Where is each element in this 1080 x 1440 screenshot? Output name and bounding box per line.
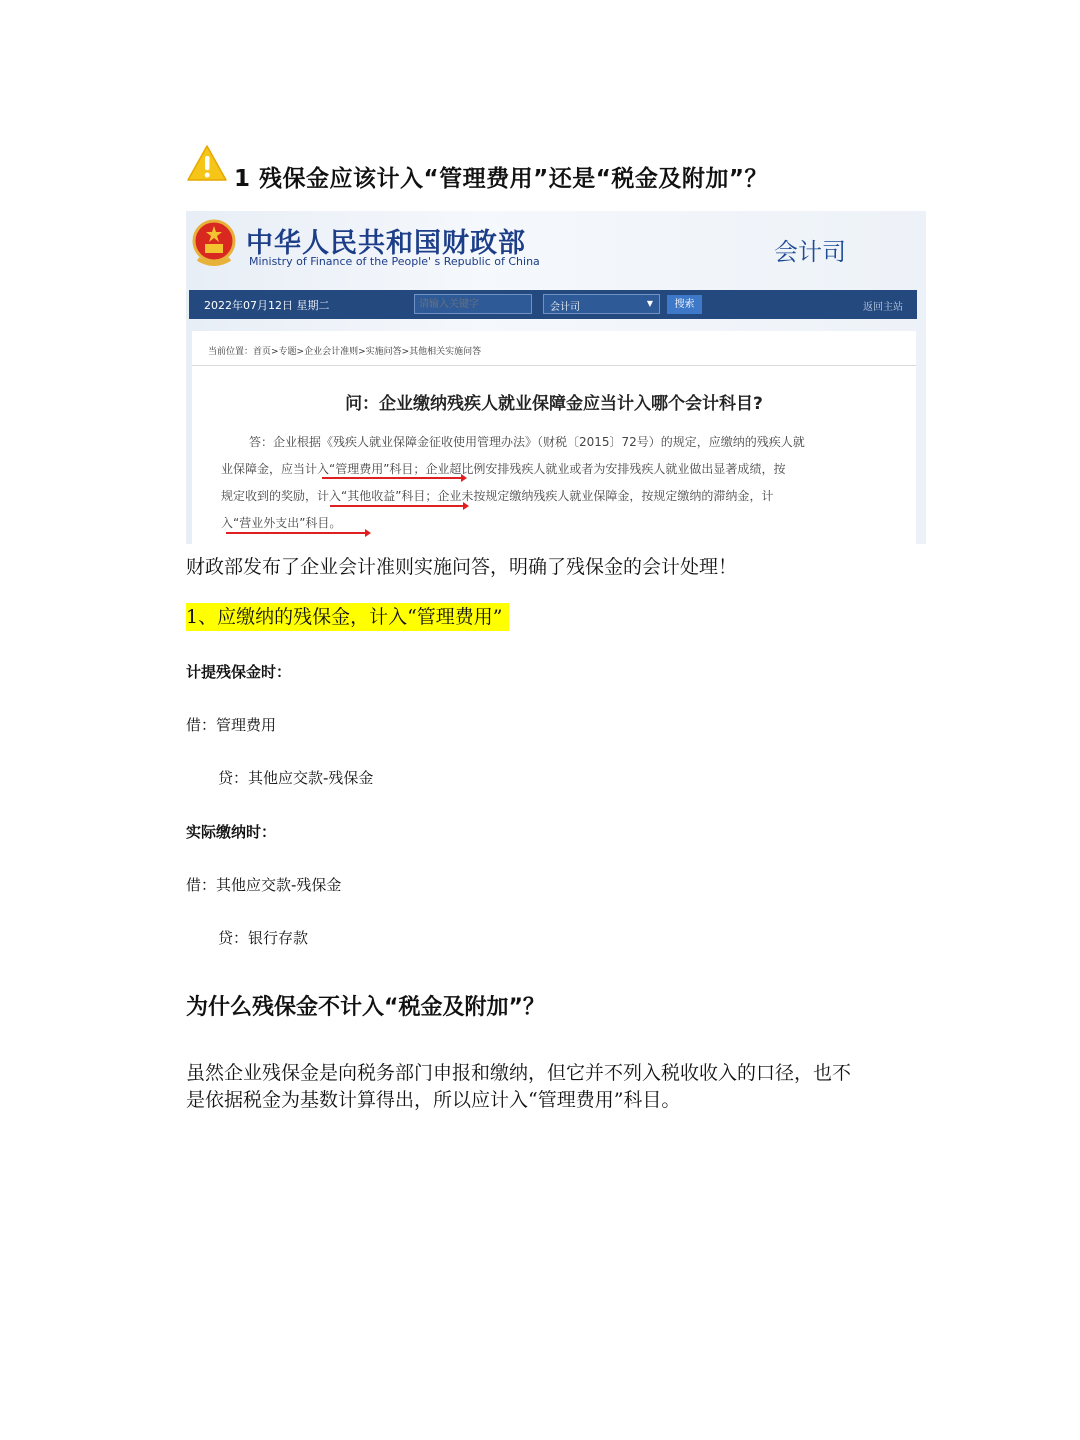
chevron-down-icon: ▼ bbox=[646, 299, 653, 308]
payment-heading: 实际缴纳时： bbox=[186, 823, 277, 841]
department-select-value: 会计司 bbox=[550, 302, 580, 313]
question-title: 问：企业缴纳残疾人就业保障金应当计入哪个会计科目? bbox=[345, 394, 763, 414]
mof-screenshot bbox=[186, 211, 926, 544]
red-underline-arrow bbox=[322, 477, 462, 479]
answer-line-4: 入“营业外支出”科目。 bbox=[221, 516, 342, 530]
payment-debit: 借：其他应交款-残保金 bbox=[186, 876, 342, 894]
red-underline-arrow bbox=[330, 505, 464, 507]
warning-icon bbox=[186, 144, 228, 184]
red-underline-arrow bbox=[226, 532, 366, 534]
national-emblem-icon bbox=[192, 219, 236, 267]
intro-paragraph: 财政部发布了企业会计准则实施问答，明确了残保金的会计处理！ bbox=[186, 556, 738, 578]
payment-credit: 贷：银行存款 bbox=[218, 929, 309, 947]
title-row bbox=[186, 140, 946, 200]
answer-line-3: 规定收到的奖励，计入“其他收益”科目；企业未按规定缴纳残疾人就业保障金，按规定缴纳的滞纳金，计 bbox=[221, 489, 774, 503]
ministry-name-cn: 中华人民共和国财政部 bbox=[246, 228, 526, 259]
accrual-credit: 贷：其他应交款-残保金 bbox=[218, 769, 374, 787]
search-button[interactable]: 搜索 bbox=[667, 295, 702, 314]
highlighted-heading: 1、应缴纳的残保金，计入“管理费用” bbox=[186, 603, 509, 631]
article-panel bbox=[192, 331, 916, 544]
search-input[interactable] bbox=[414, 294, 532, 314]
department-name: 会计司 bbox=[774, 238, 846, 266]
ministry-name-en: Ministry of Finance of the People' s Republic of China bbox=[249, 255, 540, 268]
page-title: 1 残保金应该计入“管理费用”还是“税金及附加”？ bbox=[234, 166, 768, 192]
answer-line-1: 答：企业根据《残疾人就业保障金征收使用管理办法》（财税〔2015〕72号）的规定，应缴纳的残疾人就 bbox=[249, 435, 805, 449]
nav-bar bbox=[189, 290, 917, 319]
department-select[interactable] bbox=[543, 294, 660, 314]
home-link[interactable]: 返回主站 bbox=[863, 302, 903, 313]
why-paragraph-line-2: 是依据税金为基数计算得出，所以应计入“管理费用”科目。 bbox=[186, 1089, 681, 1111]
nav-date: 2022年07月12日 星期二 bbox=[204, 299, 330, 312]
why-paragraph-line-1: 虽然企业残保金是向税务部门申报和缴纳，但它并不列入税收收入的口径，也不 bbox=[186, 1062, 852, 1084]
why-heading: 为什么残保金不计入“税金及附加”？ bbox=[186, 995, 545, 1020]
accrual-heading: 计提残保金时： bbox=[186, 663, 292, 681]
answer-line-2: 业保障金，应当计入“管理费用”科目；企业超比例安排残疾人就业或者为安排残疾人就业做出显著成绩，按 bbox=[221, 462, 786, 476]
breadcrumb: 当前位置：首页>专题>企业会计准则>实施问答>其他相关实施问答 bbox=[208, 347, 482, 357]
divider bbox=[192, 365, 916, 366]
accrual-debit: 借：管理费用 bbox=[186, 716, 277, 734]
